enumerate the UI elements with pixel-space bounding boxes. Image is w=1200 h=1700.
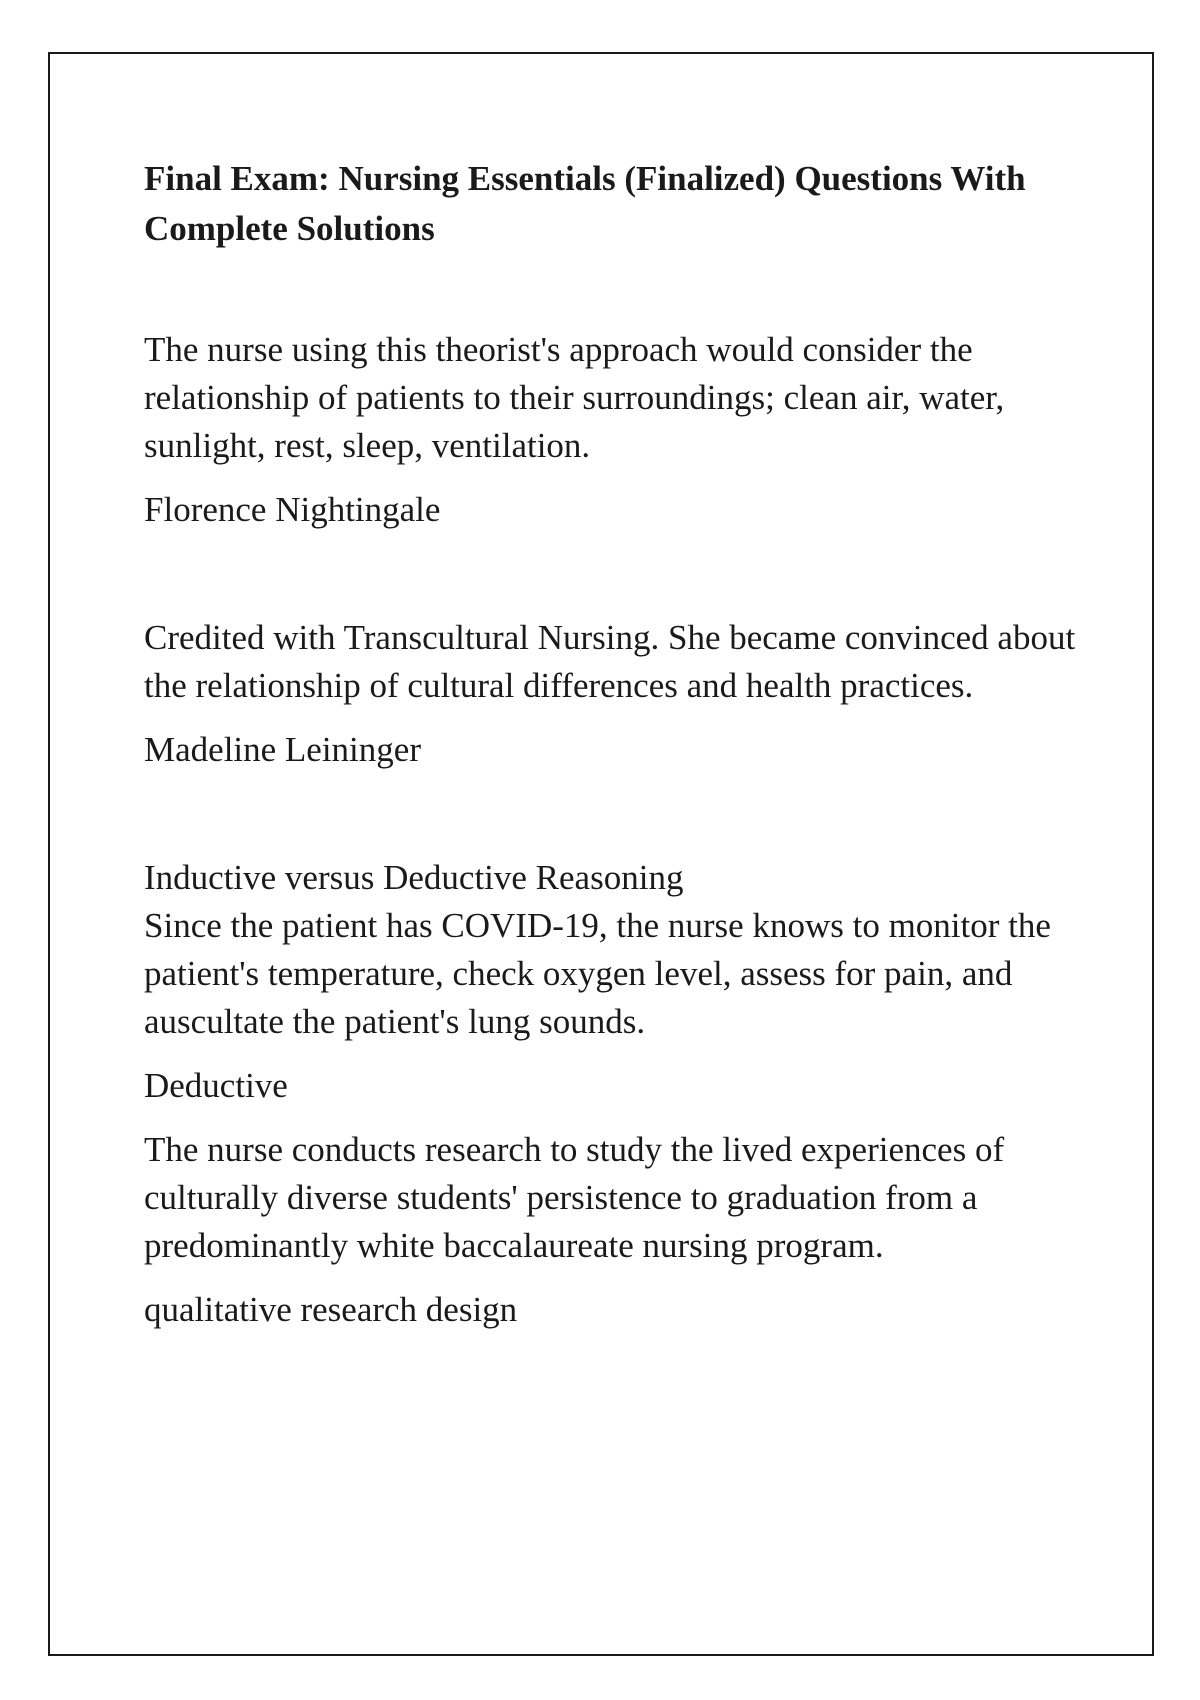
document-page [48,52,1154,1656]
qa-item [144,614,1124,774]
answer-text: qualitative research design [144,1290,518,1329]
question-heading: Inductive versus Deductive Reasoning [144,858,684,897]
answer-text: Florence Nightingale [144,490,441,529]
document-title: Final Exam: Nursing Essentials (Finalized) Questions With Complete Solutions [144,159,1026,248]
qa-item [144,1126,1124,1334]
answer-text: Madeline Leininger [144,730,421,769]
document-content [144,154,1124,1334]
answer-text: Deductive [144,1066,288,1105]
question-text: Since the patient has COVID-19, the nurse knows to monitor the patient's temperature, check oxygen level, assess for pain, and auscultate the patient's lung sounds. [144,906,1051,1041]
question-text: Credited with Transcultural Nursing. She became convinced about the relationship of cultural differences and health practices. [144,618,1076,705]
question-text: The nurse using this theorist's approach would consider the relationship of patients to their surroundings; clean air, water, sunlight, rest, sleep, ventilation. [144,330,1005,465]
question-text: The nurse conducts research to study the lived experiences of culturally diverse students' persistence to graduation from a predominantly white baccalaureate nursing program. [144,1130,1005,1265]
qa-item [144,854,1124,1110]
qa-item [144,326,1124,534]
